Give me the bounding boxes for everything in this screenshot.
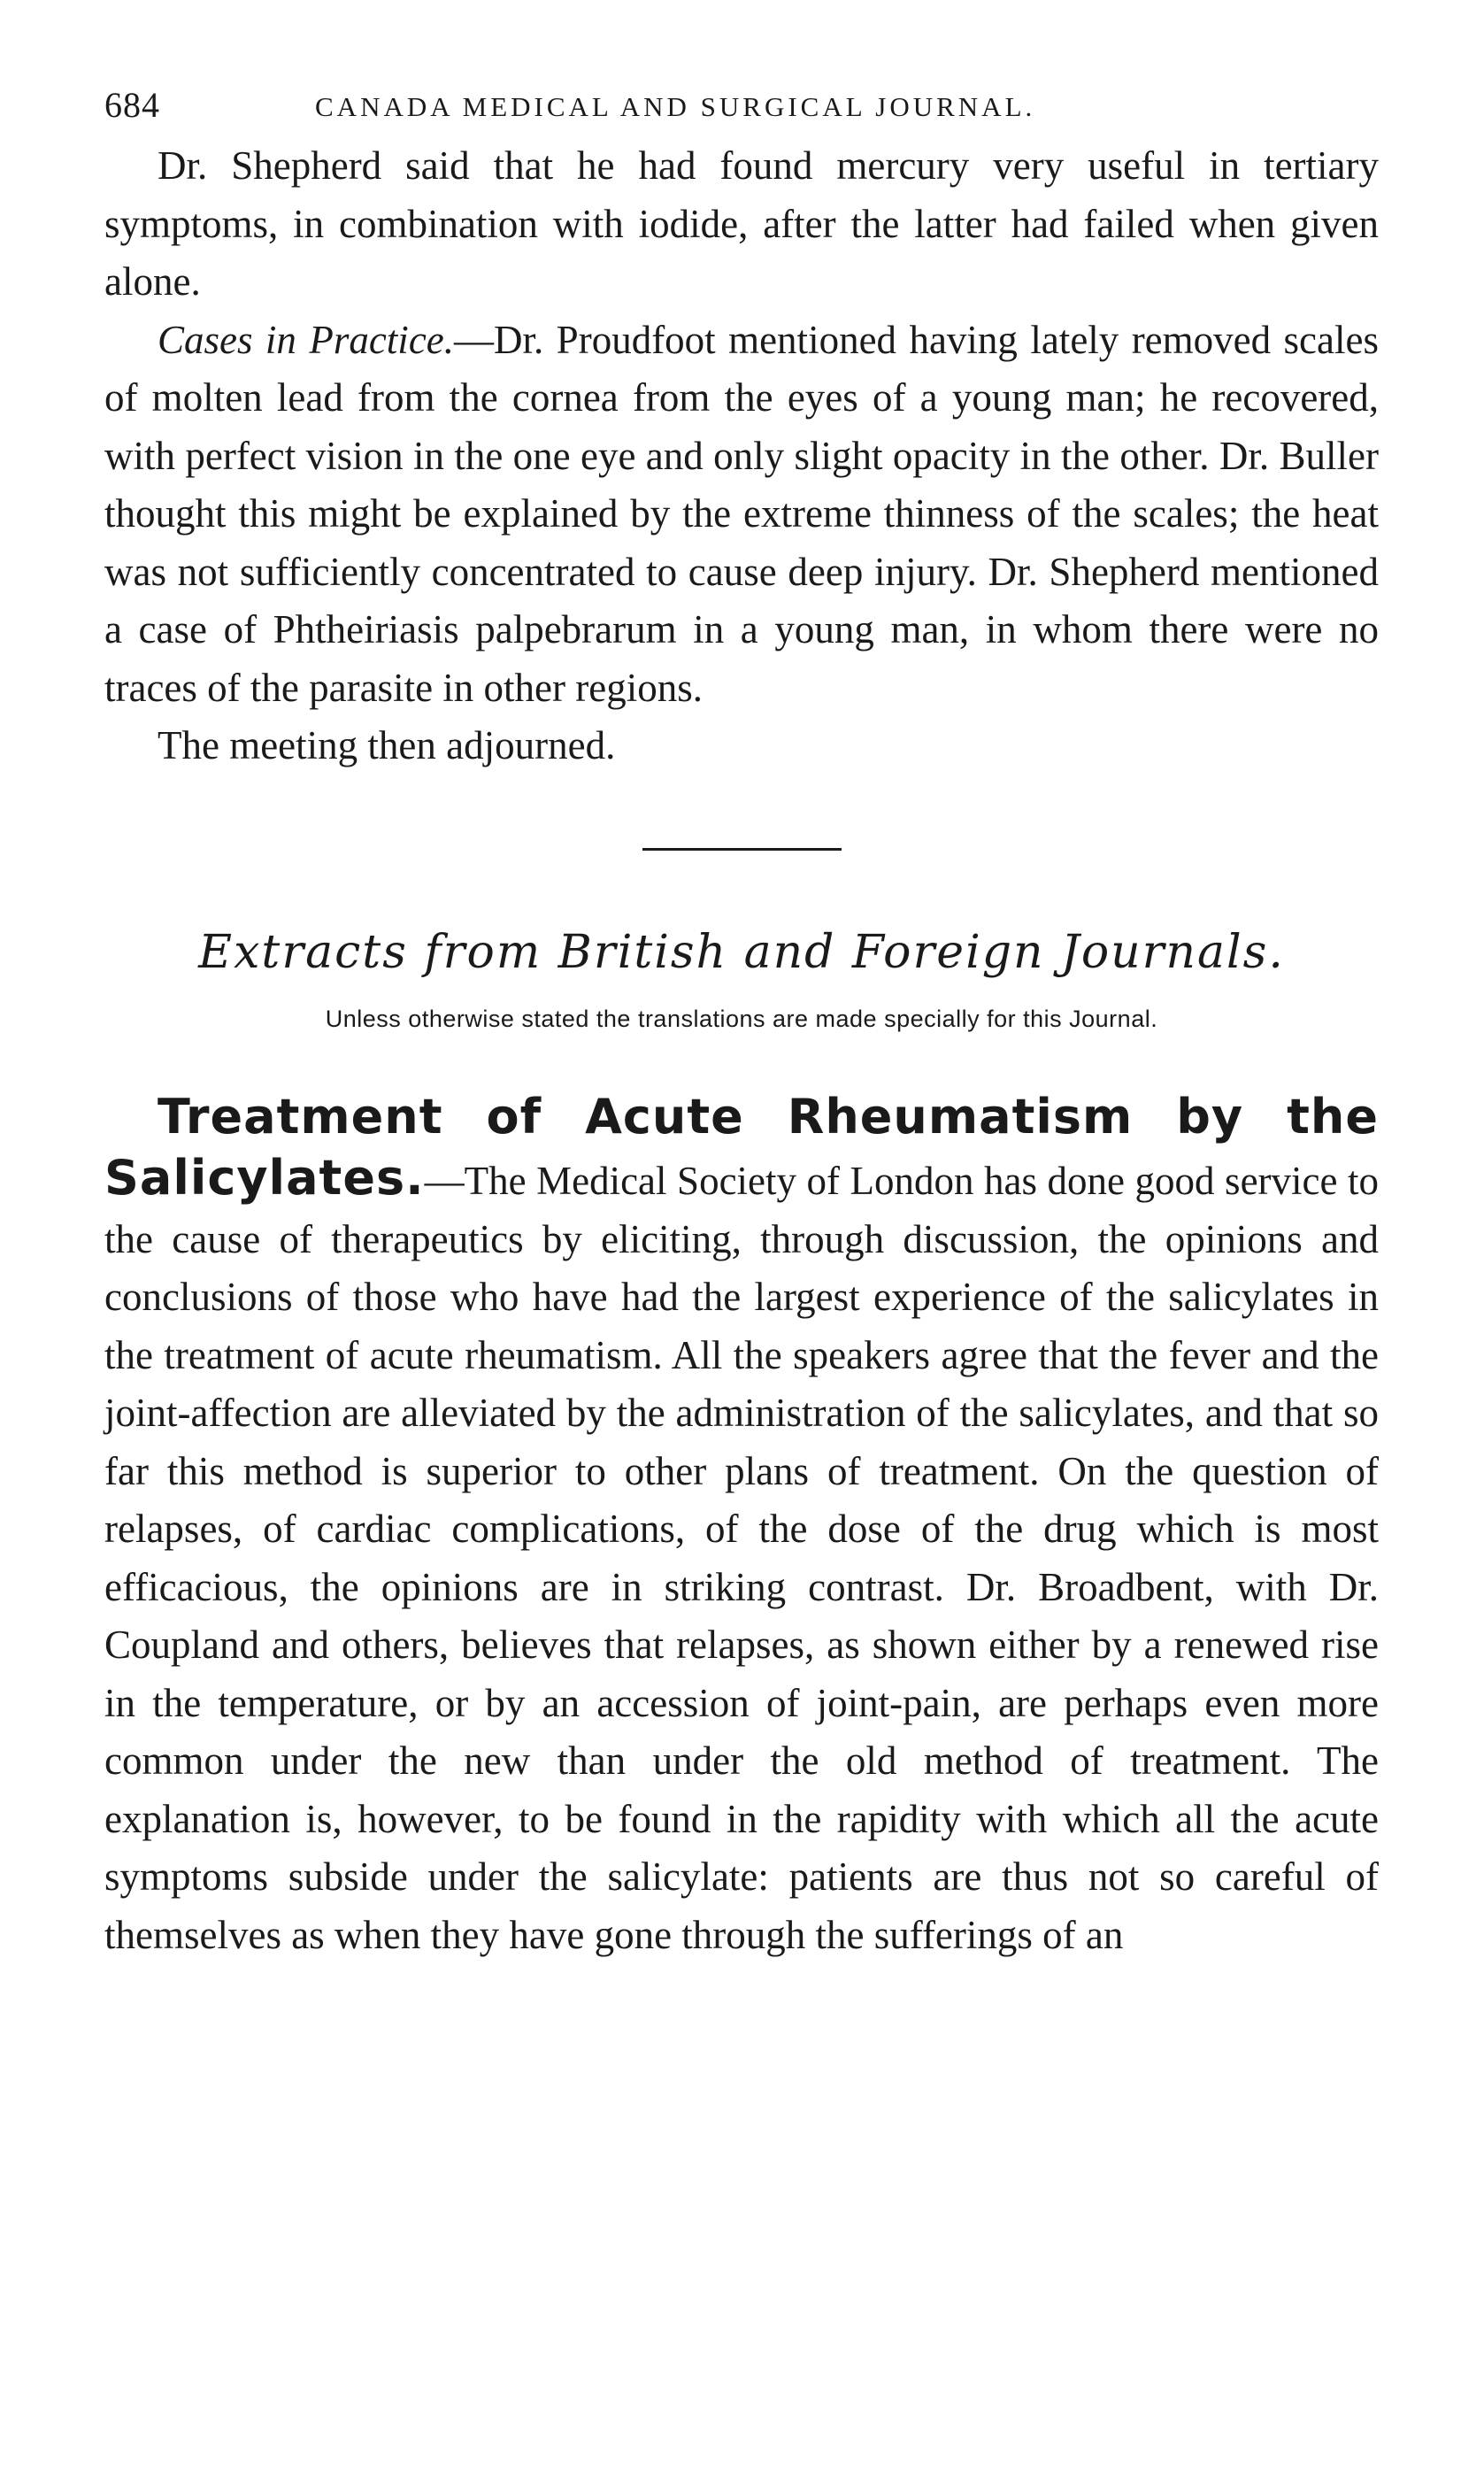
- article-paragraph: [104, 1088, 1379, 1965]
- cases-in-practice-title: Cases in Practice.: [158, 317, 455, 362]
- article-body: —The Medical Society of London has done good service to the cause of therapeutics by eliciting, through discussion, the opinions and conclusions of those who have had the largest experience of the salicylates in the treatment of acute rheumatism. All the speakers agree that the fever and the joint-affection are alleviated by the administration of the salicylates, and that so far this method is superior to other plans of treatment. On the question of relapses, of cardiac complications, of the dose of the drug which is most efficacious, the opinions are in striking contrast. Dr. Broadbent, with Dr. Coupland and others, believes that relapses, as shown either by a renewed rise in the temperature, or by an accession of joint-pain, are perhaps even more common under the new than under the old method of treatment. The explanation is, however, to be found in the rapidity with which all the acute symptoms subside under the salicylate: patients are thus not so careful of themselves as when they have gone through the sufferings of an: [104, 1159, 1379, 1957]
- section-note: Unless otherwise stated the translations are made specially for this Journal.: [325, 1005, 1158, 1032]
- cases-in-practice-body: —Dr. Proudfoot mentioned having lately removed scales of molten lead from the cornea from the eyes of a young man; he recovered, with perfect vision in the one eye and only slight opacity in the other. Dr. Buller thought this might be explained by the extreme thinness of the scales; the heat was not sufficiently concentrated to cause deep injury. Dr. Shepherd mentioned a case of Phtheiriasis palpebrarum in a young man, in whom there were no traces of the parasite in other regions.: [104, 317, 1379, 710]
- paragraph-meeting-adjourned: The meeting then adjourned.: [158, 723, 616, 767]
- article-title: Treatment of Acute Rheumatism by the Salicylates.: [104, 1088, 1379, 1206]
- journal-name: CANADA MEDICAL AND SURGICAL JOURNAL.: [315, 91, 1036, 122]
- paragraph-cases-in-practice: [104, 312, 1379, 718]
- journal-page: [104, 84, 1379, 1964]
- section-divider: [642, 848, 842, 851]
- section-heading: Extracts from British and Foreign Journals.: [198, 925, 1285, 979]
- running-head: [104, 84, 1379, 137]
- page-number: 684: [104, 85, 160, 125]
- paragraph-shepherd-mercury: Dr. Shepherd said that he had found mercury very useful in tertiary symptoms, in combination with iodide, after the latter had failed when given alone.: [104, 143, 1379, 304]
